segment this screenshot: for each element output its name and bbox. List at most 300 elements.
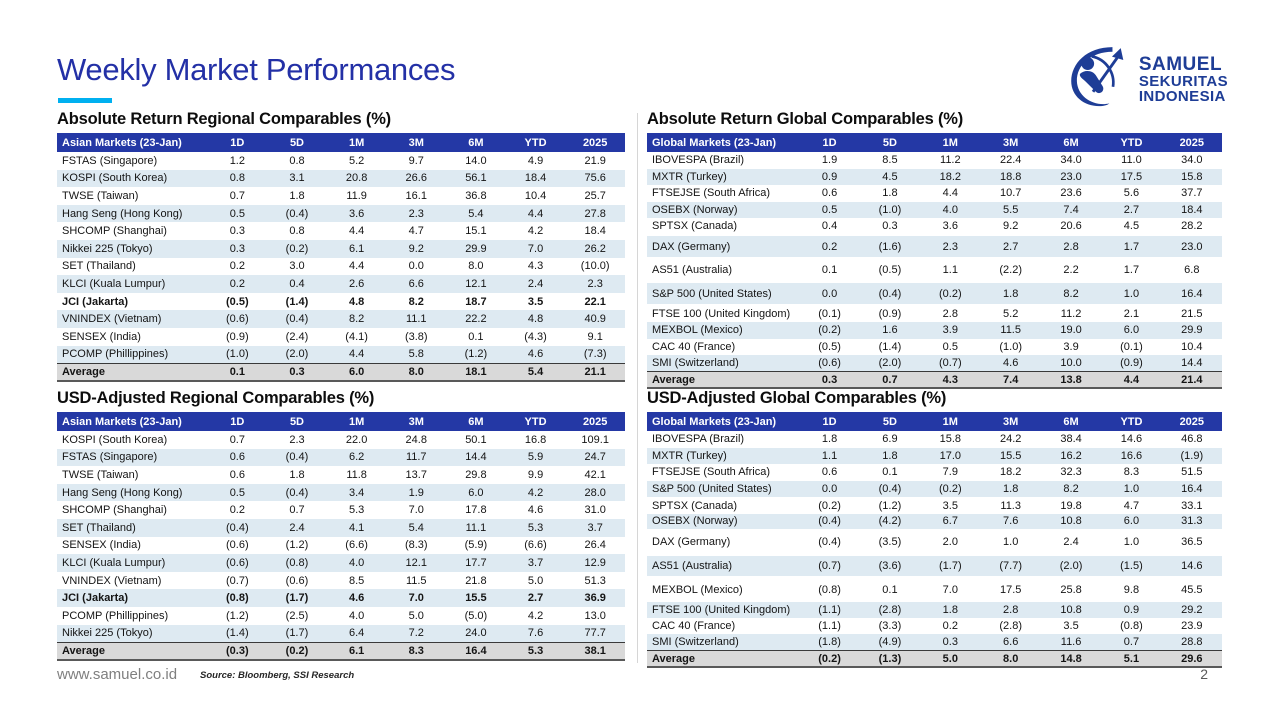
value-cell: 17.8 bbox=[465, 504, 487, 517]
value-cell: 31.3 bbox=[1162, 514, 1222, 531]
value-cell: 9.2 bbox=[1003, 219, 1019, 232]
value-cell: 1.1 bbox=[920, 258, 980, 282]
value-cell: 4.8 bbox=[506, 310, 566, 328]
value-cell: (1.3) bbox=[860, 651, 920, 668]
value-cell: (1.4) bbox=[285, 295, 309, 308]
value-cell: 7.0 bbox=[920, 578, 980, 602]
value-cell: 51.5 bbox=[1181, 466, 1203, 479]
value-cell: 7.6 bbox=[981, 514, 1041, 531]
row-label: FSTAS (Singapore) bbox=[57, 449, 208, 467]
value-cell: 2.4 bbox=[267, 519, 327, 537]
value-cell: (0.2) bbox=[818, 499, 841, 512]
value-cell: (0.8) bbox=[1120, 619, 1143, 632]
value-cell: 7.0 bbox=[386, 589, 446, 607]
value-cell: 4.6 bbox=[981, 355, 1041, 372]
table-row bbox=[647, 578, 1222, 602]
value-cell: 0.1 bbox=[208, 363, 268, 381]
period-column-header: 3M bbox=[981, 133, 1041, 152]
value-cell: 17.5 bbox=[1101, 169, 1161, 186]
value-cell: (0.6) bbox=[799, 355, 859, 372]
value-cell: 2.2 bbox=[1041, 258, 1101, 282]
value-cell: 20.6 bbox=[1060, 219, 1082, 232]
value-cell: 1.0 bbox=[1101, 282, 1161, 306]
value-cell: 0.5 bbox=[208, 205, 268, 223]
value-cell: 0.1 bbox=[468, 330, 484, 343]
table-row bbox=[647, 355, 1222, 372]
value-cell: 1.8 bbox=[821, 433, 838, 446]
value-cell: 7.0 bbox=[506, 240, 566, 258]
period-column-header: 6M bbox=[446, 133, 506, 152]
section-absolute-global bbox=[647, 110, 1222, 389]
value-cell: 38.4 bbox=[1060, 433, 1082, 446]
value-cell: 3.5 bbox=[1063, 619, 1079, 632]
value-cell: 34.0 bbox=[1060, 154, 1082, 167]
value-cell: 12.1 bbox=[446, 275, 506, 293]
value-cell: 20.8 bbox=[327, 170, 387, 188]
value-cell: (2.5) bbox=[285, 609, 309, 622]
value-cell: (1.4) bbox=[878, 340, 902, 353]
value-cell: 0.0 bbox=[799, 282, 859, 306]
value-cell: 24.0 bbox=[446, 625, 506, 643]
period-column-header: YTD bbox=[506, 412, 566, 431]
period-column-header: 3M bbox=[386, 412, 446, 431]
value-cell: 1.0 bbox=[1101, 531, 1161, 555]
row-label: TWSE (Taiwan) bbox=[62, 189, 139, 202]
value-cell: (1.7) bbox=[267, 589, 327, 607]
value-cell: (0.2) bbox=[920, 481, 980, 498]
value-cell: 1.8 bbox=[981, 282, 1041, 306]
value-cell: 18.4 bbox=[584, 225, 606, 238]
value-cell: 14.6 bbox=[1162, 554, 1222, 578]
value-cell: 0.8 bbox=[289, 225, 305, 238]
value-cell: 24.8 bbox=[405, 433, 427, 446]
value-cell: 0.2 bbox=[208, 275, 268, 293]
value-cell: 29.9 bbox=[446, 240, 506, 258]
value-cell: (10.0) bbox=[580, 260, 610, 273]
value-cell: (1.6) bbox=[860, 235, 920, 259]
value-cell: 19.0 bbox=[1041, 322, 1101, 339]
value-cell: 8.5 bbox=[348, 574, 365, 587]
page-title: Weekly Market Performances bbox=[57, 52, 456, 87]
table-row bbox=[57, 466, 625, 484]
table-row bbox=[57, 501, 625, 519]
row-label: JCI (Jakarta) bbox=[57, 589, 208, 607]
table-row bbox=[57, 187, 625, 205]
value-cell: (0.8) bbox=[208, 589, 268, 607]
value-cell: 13.7 bbox=[405, 468, 427, 481]
value-cell: 0.3 bbox=[267, 363, 327, 381]
table-row bbox=[647, 322, 1222, 339]
value-cell: 18.7 bbox=[465, 295, 487, 308]
value-cell: 10.8 bbox=[1041, 601, 1101, 618]
value-cell: (7.7) bbox=[981, 554, 1041, 578]
value-cell: (0.7) bbox=[226, 574, 249, 587]
value-cell: 0.1 bbox=[882, 466, 898, 479]
table-row bbox=[647, 202, 1222, 219]
value-cell: 51.3 bbox=[584, 574, 606, 587]
value-cell: (2.2) bbox=[981, 258, 1041, 282]
value-cell: 50.1 bbox=[465, 433, 487, 446]
value-cell: (0.5) bbox=[226, 295, 249, 308]
table-row bbox=[647, 339, 1222, 356]
value-cell: 3.6 bbox=[327, 205, 387, 223]
value-cell: 1.0 bbox=[981, 531, 1041, 555]
value-cell: (6.6) bbox=[524, 539, 547, 552]
value-cell: 9.2 bbox=[386, 240, 446, 258]
value-cell: (1.1) bbox=[799, 601, 859, 618]
value-cell: 4.2 bbox=[527, 609, 544, 622]
value-cell: 4.0 bbox=[327, 554, 387, 572]
value-cell: 1.2 bbox=[229, 154, 245, 167]
value-cell: 2.0 bbox=[920, 531, 980, 555]
value-cell: 3.4 bbox=[327, 484, 387, 502]
value-cell: (4.9) bbox=[860, 634, 920, 651]
logo-line-2: SEKURITAS bbox=[1138, 72, 1228, 90]
table-row bbox=[647, 305, 1222, 322]
value-cell: 11.2 bbox=[940, 154, 961, 167]
value-cell: 29.8 bbox=[465, 468, 487, 481]
value-cell: 10.4 bbox=[1181, 340, 1203, 353]
value-cell: 0.7 bbox=[289, 504, 305, 517]
value-cell: (2.0) bbox=[1041, 554, 1101, 578]
value-cell: 7.0 bbox=[408, 504, 424, 517]
value-cell: 3.0 bbox=[289, 260, 305, 273]
value-cell: 2.6 bbox=[327, 275, 387, 293]
value-cell: 11.1 bbox=[386, 310, 446, 328]
table-row bbox=[57, 589, 625, 607]
table-row bbox=[57, 258, 625, 276]
value-cell: 15.8 bbox=[939, 433, 962, 446]
value-cell: 5.2 bbox=[348, 154, 365, 167]
section-usd-global bbox=[647, 389, 1222, 668]
table-row bbox=[647, 431, 1222, 448]
logo-wordmark bbox=[1139, 55, 1228, 105]
row-label: Hang Seng (Hong Kong) bbox=[57, 205, 208, 223]
value-cell: 2.4 bbox=[1041, 531, 1101, 555]
value-cell: (0.4) bbox=[860, 481, 920, 498]
value-cell: 4.3 bbox=[527, 260, 544, 273]
value-cell: 16.4 bbox=[446, 642, 506, 660]
value-cell: 7.6 bbox=[506, 625, 566, 643]
row-label: SET (Thailand) bbox=[57, 519, 208, 537]
value-cell: (0.6) bbox=[226, 539, 249, 552]
value-cell: (1.9) bbox=[1162, 448, 1222, 465]
value-cell: 0.3 bbox=[882, 219, 898, 232]
value-cell: 6.8 bbox=[1162, 258, 1222, 282]
value-cell: (1.5) bbox=[1101, 554, 1161, 578]
row-label: SENSEX (India) bbox=[62, 330, 141, 343]
logo-line-3: INDONESIA bbox=[1138, 88, 1226, 106]
value-cell: 26.4 bbox=[584, 539, 606, 552]
row-label: SHCOMP (Shanghai) bbox=[62, 225, 167, 238]
table-row bbox=[57, 293, 625, 311]
row-label: OSEBX (Norway) bbox=[647, 202, 799, 219]
value-cell: 8.0 bbox=[468, 260, 484, 273]
value-cell: 36.5 bbox=[1162, 531, 1222, 555]
usd-global-table bbox=[647, 412, 1222, 668]
market-group-header: Asian Markets (23-Jan) bbox=[57, 133, 208, 152]
value-cell: 28.0 bbox=[565, 484, 625, 502]
period-column-header: 2025 bbox=[565, 133, 625, 152]
period-column-header: 5D bbox=[860, 133, 920, 152]
value-cell: 11.6 bbox=[1041, 634, 1101, 651]
value-cell: 12.9 bbox=[565, 554, 625, 572]
value-cell: 6.9 bbox=[882, 433, 898, 446]
value-cell: (1.2) bbox=[285, 539, 309, 552]
value-cell: 0.5 bbox=[208, 484, 268, 502]
value-cell: 21.1 bbox=[565, 363, 625, 381]
value-cell: 13.8 bbox=[1041, 372, 1101, 389]
value-cell: 10.8 bbox=[1041, 514, 1101, 531]
section-title: USD-Adjusted Global Comparables (%) bbox=[647, 389, 947, 407]
period-column-header: 2025 bbox=[1162, 133, 1222, 152]
value-cell: 0.3 bbox=[208, 240, 268, 258]
value-cell: 6.0 bbox=[1101, 514, 1161, 531]
value-cell: 26.2 bbox=[565, 240, 625, 258]
value-cell: 6.6 bbox=[386, 275, 446, 293]
table-row bbox=[57, 346, 625, 364]
header-row bbox=[647, 412, 1222, 431]
period-column-header: 1D bbox=[799, 412, 859, 431]
logo-line-1: SAMUEL bbox=[1138, 53, 1223, 75]
header-row bbox=[647, 133, 1222, 152]
average-row bbox=[647, 651, 1222, 668]
value-cell: 18.8 bbox=[981, 169, 1041, 186]
value-cell: 5.3 bbox=[506, 642, 566, 660]
table-row bbox=[647, 601, 1222, 618]
row-label: PCOMP (Phillippines) bbox=[62, 609, 169, 622]
row-label: FTSEJSE (South Africa) bbox=[652, 187, 770, 200]
value-cell: (2.0) bbox=[267, 346, 327, 364]
value-cell: 4.1 bbox=[327, 519, 387, 537]
row-label: Average bbox=[57, 642, 208, 660]
value-cell: 4.4 bbox=[506, 205, 566, 223]
row-label: SPTSX (Canada) bbox=[652, 499, 737, 512]
value-cell: 5.3 bbox=[506, 519, 566, 537]
value-cell: 2.7 bbox=[506, 589, 566, 607]
value-cell: 3.6 bbox=[942, 219, 958, 232]
value-cell: 4.0 bbox=[920, 202, 980, 219]
table-row bbox=[57, 170, 625, 188]
value-cell: 6.6 bbox=[981, 634, 1041, 651]
value-cell: 4.5 bbox=[860, 169, 920, 186]
period-column-header: 2025 bbox=[1162, 412, 1222, 431]
value-cell: 4.4 bbox=[348, 260, 365, 273]
value-cell: (0.2) bbox=[920, 282, 980, 306]
value-cell: (7.3) bbox=[565, 346, 625, 364]
value-cell: 29.2 bbox=[1162, 601, 1222, 618]
value-cell: 34.0 bbox=[1181, 154, 1203, 167]
period-column-header: 3M bbox=[981, 412, 1041, 431]
value-cell: 19.8 bbox=[1060, 499, 1082, 512]
value-cell: (6.6) bbox=[345, 539, 368, 552]
table-row bbox=[57, 607, 625, 625]
value-cell: 2.3 bbox=[565, 275, 625, 293]
table-row bbox=[57, 328, 625, 346]
section-usd-regional bbox=[57, 389, 625, 661]
value-cell: (2.0) bbox=[860, 355, 920, 372]
value-cell: 3.5 bbox=[527, 295, 544, 308]
value-cell: 16.8 bbox=[524, 433, 547, 446]
value-cell: 4.4 bbox=[942, 187, 958, 200]
value-cell: (0.1) bbox=[1120, 340, 1143, 353]
row-label: OSEBX (Norway) bbox=[647, 514, 799, 531]
period-column-header: 6M bbox=[1041, 133, 1101, 152]
value-cell: 0.5 bbox=[942, 340, 958, 353]
value-cell: 2.8 bbox=[942, 308, 958, 321]
value-cell: 9.1 bbox=[587, 330, 603, 343]
value-cell: 29.9 bbox=[1162, 322, 1222, 339]
value-cell: 4.4 bbox=[327, 346, 387, 364]
period-column-header: YTD bbox=[506, 133, 566, 152]
value-cell: (3.6) bbox=[860, 554, 920, 578]
value-cell: (0.2) bbox=[267, 642, 327, 660]
value-cell: 0.4 bbox=[267, 275, 327, 293]
value-cell: 11.0 bbox=[1121, 154, 1142, 167]
value-cell: 11.9 bbox=[346, 189, 367, 202]
section-title: USD-Adjusted Regional Comparables (%) bbox=[57, 389, 375, 407]
row-label: AS51 (Australia) bbox=[647, 258, 799, 282]
value-cell: (0.7) bbox=[920, 355, 980, 372]
value-cell: 24.7 bbox=[565, 449, 625, 467]
value-cell: 2.3 bbox=[386, 205, 446, 223]
value-cell: 15.5 bbox=[981, 448, 1041, 465]
value-cell: 18.2 bbox=[920, 169, 980, 186]
value-cell: 6.0 bbox=[1101, 322, 1161, 339]
website-url: www.samuel.co.id bbox=[57, 666, 178, 683]
row-label: S&P 500 (United States) bbox=[647, 282, 799, 306]
value-cell: 0.9 bbox=[799, 169, 859, 186]
value-cell: 0.6 bbox=[821, 187, 838, 200]
value-cell: 1.8 bbox=[981, 481, 1041, 498]
value-cell: 2.3 bbox=[920, 235, 980, 259]
table-row bbox=[647, 497, 1222, 514]
value-cell: 4.4 bbox=[348, 225, 365, 238]
value-cell: 45.5 bbox=[1162, 578, 1222, 602]
value-cell: 7.4 bbox=[1041, 202, 1101, 219]
period-column-header: 3M bbox=[386, 133, 446, 152]
value-cell: 0.5 bbox=[799, 202, 859, 219]
value-cell: (0.4) bbox=[267, 205, 327, 223]
table-row bbox=[57, 275, 625, 293]
value-cell: 4.3 bbox=[920, 372, 980, 389]
value-cell: 42.1 bbox=[584, 468, 606, 481]
value-cell: (0.7) bbox=[799, 554, 859, 578]
value-cell: 4.7 bbox=[1123, 499, 1140, 512]
row-label: MXTR (Turkey) bbox=[647, 448, 799, 465]
value-cell: 22.0 bbox=[345, 433, 368, 446]
row-label: IBOVESPA (Brazil) bbox=[652, 433, 745, 446]
value-cell: 14.4 bbox=[1162, 355, 1222, 372]
value-cell: 0.3 bbox=[229, 225, 245, 238]
section-title: Absolute Return Global Comparables (%) bbox=[647, 110, 964, 128]
column-divider bbox=[637, 113, 638, 663]
row-label: AS51 (Australia) bbox=[647, 554, 799, 578]
table-row bbox=[647, 618, 1222, 635]
value-cell: 18.1 bbox=[446, 363, 506, 381]
period-column-header: 5D bbox=[267, 412, 327, 431]
value-cell: 4.2 bbox=[527, 225, 544, 238]
value-cell: 8.3 bbox=[1123, 466, 1140, 479]
value-cell: 16.4 bbox=[1162, 282, 1222, 306]
value-cell: 1.8 bbox=[289, 189, 305, 202]
value-cell: 56.1 bbox=[446, 170, 506, 188]
title-accent-bar bbox=[58, 98, 112, 103]
value-cell: 17.0 bbox=[920, 448, 980, 465]
period-column-header: 1M bbox=[327, 412, 387, 431]
value-cell: 1.8 bbox=[920, 601, 980, 618]
period-column-header: 5D bbox=[267, 133, 327, 152]
value-cell: 5.1 bbox=[1101, 651, 1161, 668]
value-cell: 5.4 bbox=[386, 519, 446, 537]
section-title: Absolute Return Regional Comparables (%) bbox=[57, 110, 391, 128]
value-cell: 11.5 bbox=[405, 574, 427, 587]
value-cell: 38.1 bbox=[565, 642, 625, 660]
table-row bbox=[57, 152, 625, 170]
value-cell: 2.7 bbox=[1101, 202, 1161, 219]
value-cell: 22.4 bbox=[999, 154, 1022, 167]
value-cell: (0.3) bbox=[208, 642, 268, 660]
value-cell: 3.1 bbox=[267, 170, 327, 188]
value-cell: 0.8 bbox=[289, 154, 305, 167]
value-cell: 25.8 bbox=[1041, 578, 1101, 602]
value-cell: 1.8 bbox=[860, 448, 920, 465]
value-cell: 18.4 bbox=[1162, 202, 1222, 219]
period-column-header: 1D bbox=[208, 412, 268, 431]
value-cell: 1.8 bbox=[289, 468, 305, 481]
value-cell: 31.0 bbox=[584, 504, 606, 517]
row-label: MEXBOL (Mexico) bbox=[647, 322, 799, 339]
value-cell: (0.4) bbox=[208, 519, 268, 537]
table-row bbox=[57, 222, 625, 240]
row-label: VNINDEX (Vietnam) bbox=[57, 310, 208, 328]
row-label: SMI (Switzerland) bbox=[647, 634, 799, 651]
usd-regional-table bbox=[57, 412, 625, 661]
value-cell: (1.7) bbox=[920, 554, 980, 578]
value-cell: 36.8 bbox=[465, 189, 487, 202]
value-cell: 8.2 bbox=[327, 310, 387, 328]
value-cell: 0.4 bbox=[821, 219, 838, 232]
value-cell: 11.8 bbox=[346, 468, 367, 481]
table-row bbox=[647, 185, 1222, 202]
value-cell: (0.4) bbox=[860, 282, 920, 306]
value-cell: 8.0 bbox=[386, 363, 446, 381]
value-cell: 0.6 bbox=[229, 468, 245, 481]
value-cell: (4.3) bbox=[524, 330, 547, 343]
value-cell: 4.0 bbox=[348, 609, 365, 622]
value-cell: 28.2 bbox=[1181, 219, 1203, 232]
value-cell: (3.5) bbox=[860, 531, 920, 555]
archer-icon bbox=[1064, 44, 1130, 115]
value-cell: 0.2 bbox=[229, 260, 245, 273]
value-cell: 5.5 bbox=[981, 202, 1041, 219]
value-cell: 5.0 bbox=[527, 574, 544, 587]
value-cell: (0.6) bbox=[285, 574, 309, 587]
row-label: SENSEX (India) bbox=[62, 539, 141, 552]
value-cell: 2.4 bbox=[506, 275, 566, 293]
value-cell: (1.0) bbox=[860, 202, 920, 219]
value-cell: 21.4 bbox=[1162, 372, 1222, 389]
value-cell: 11.3 bbox=[1000, 499, 1021, 512]
row-label: SHCOMP (Shanghai) bbox=[62, 504, 167, 517]
period-column-header: 6M bbox=[446, 412, 506, 431]
value-cell: 12.1 bbox=[386, 554, 446, 572]
value-cell: (0.4) bbox=[267, 484, 327, 502]
value-cell: 28.8 bbox=[1162, 634, 1222, 651]
value-cell: 15.1 bbox=[465, 225, 487, 238]
value-cell: 36.9 bbox=[565, 589, 625, 607]
value-cell: 3.7 bbox=[506, 554, 566, 572]
